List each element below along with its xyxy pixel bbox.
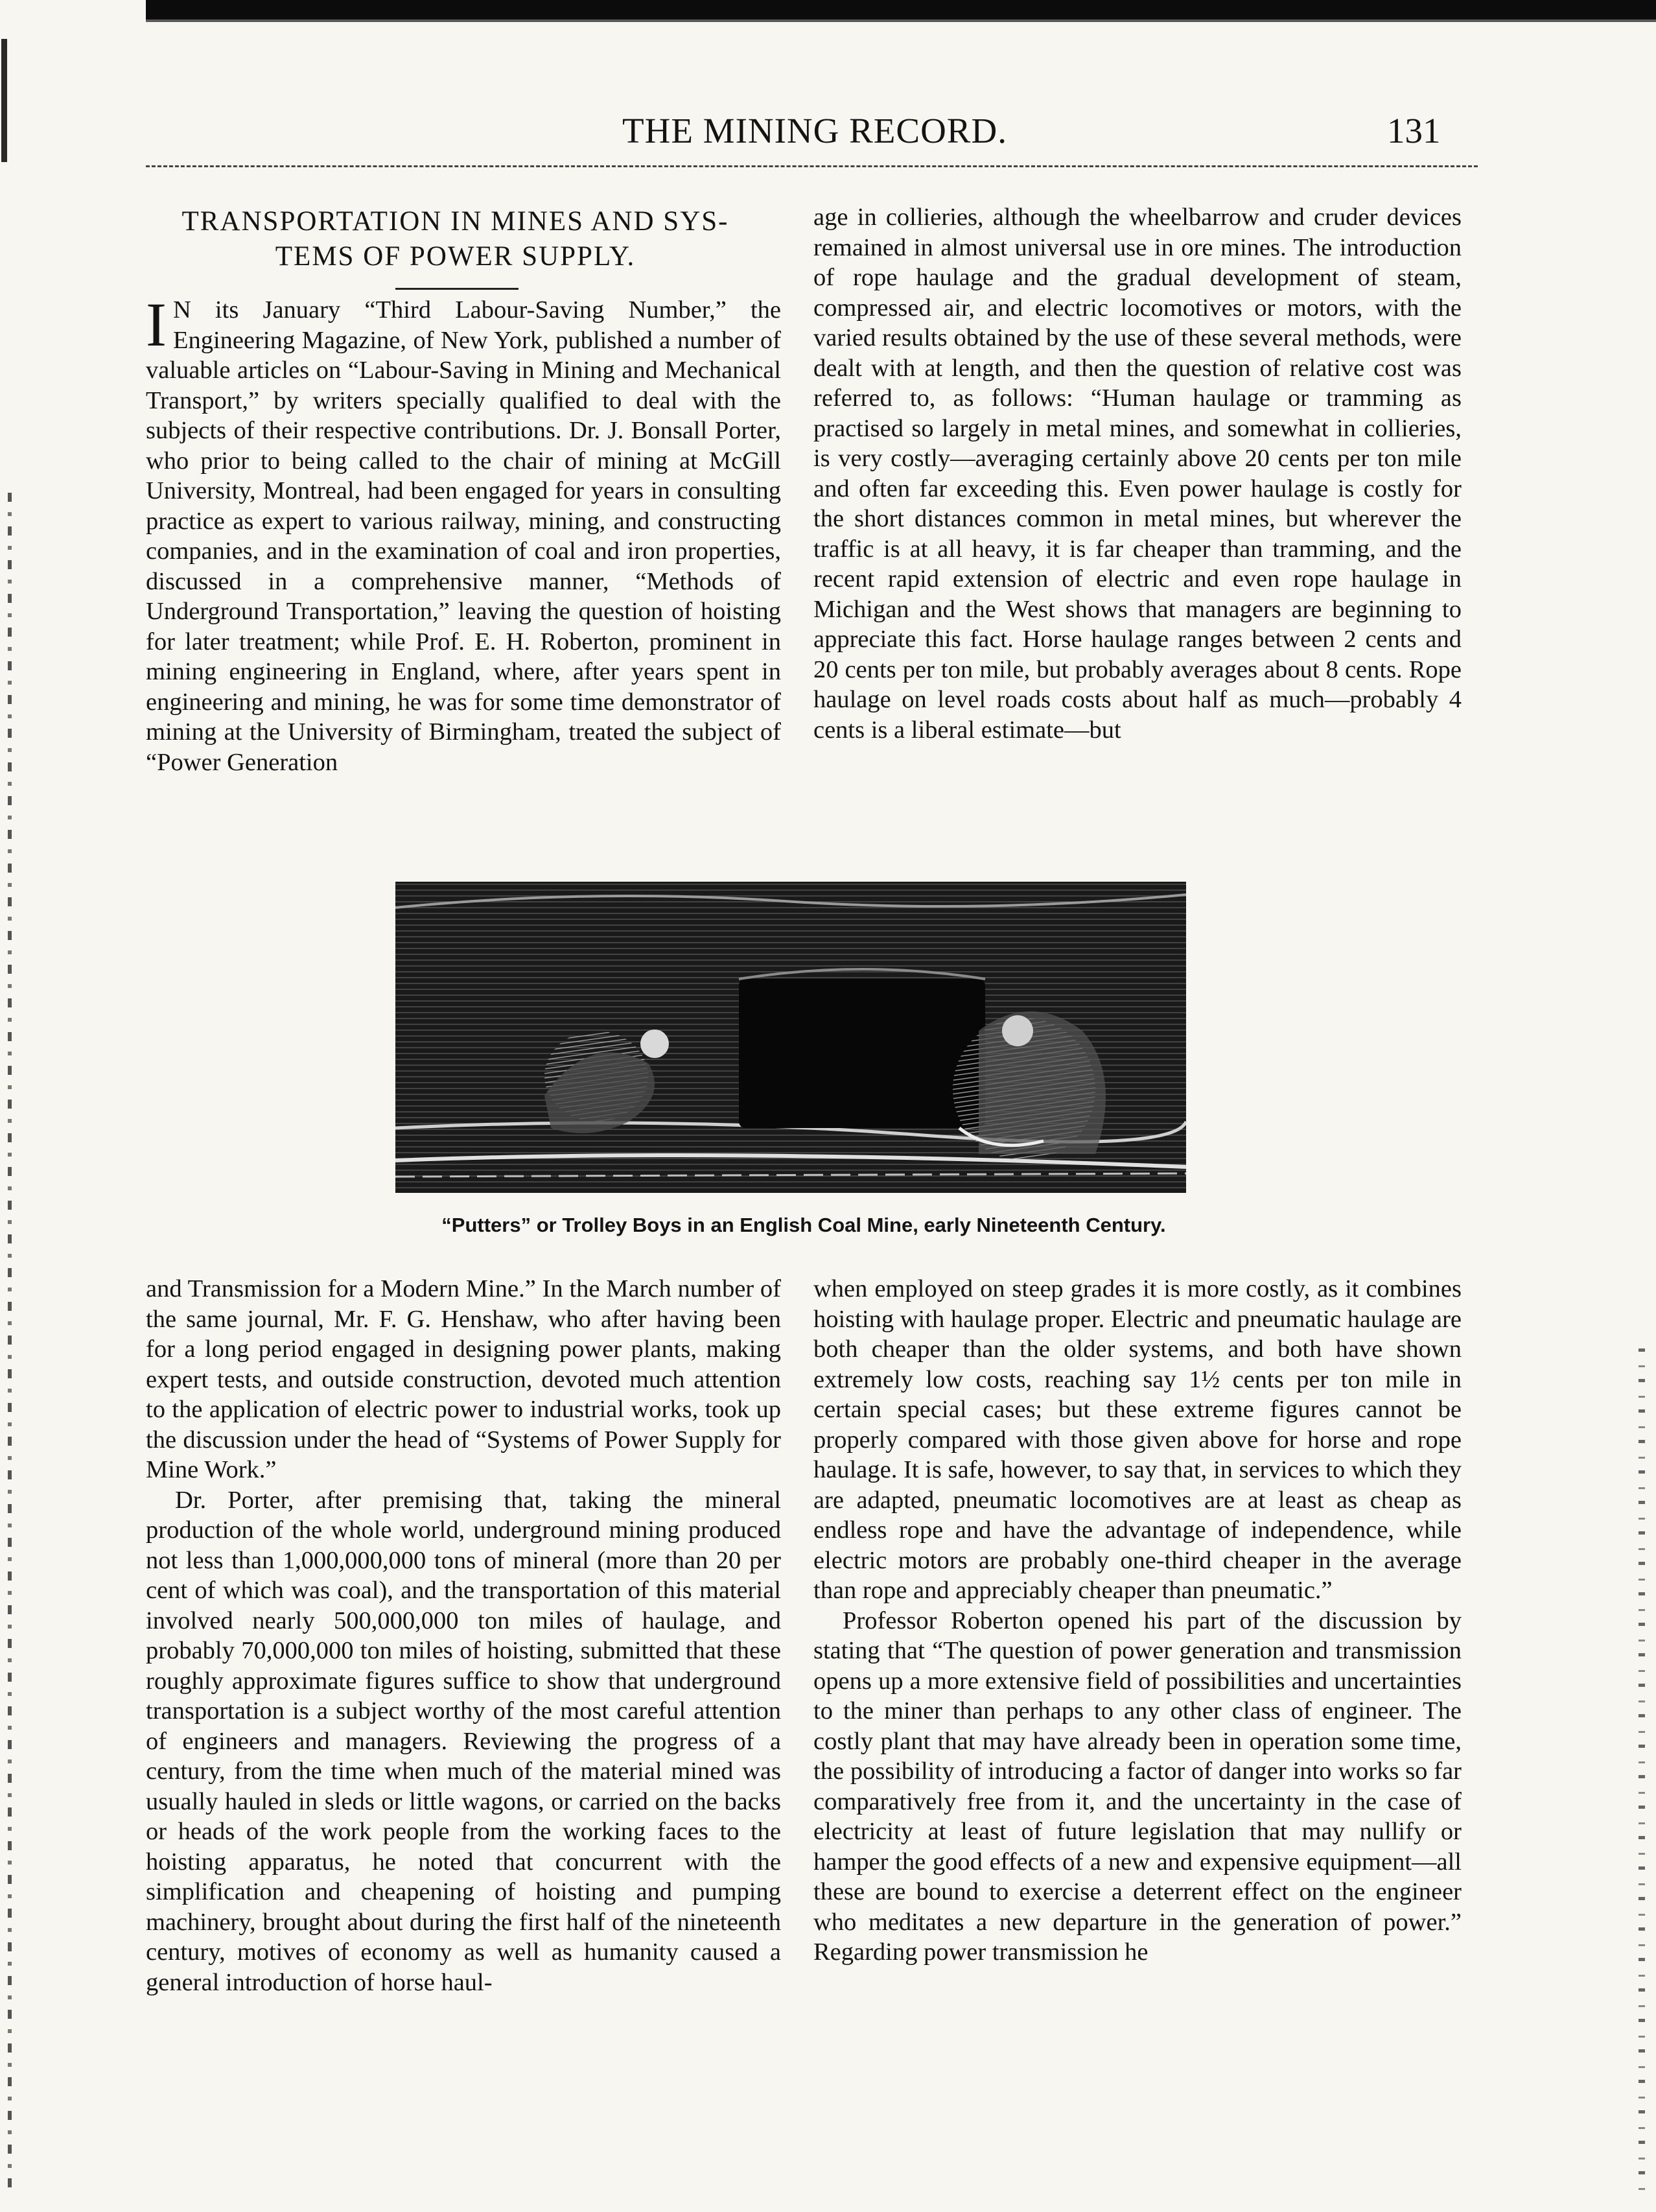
top-scan-edge <box>146 0 1656 19</box>
column-2-bottom-paragraph-2: Professor Roberton opened his part of the discussion by stating that “The question of power generation and transmission opens up a more extensive field of possibilities and uncertainties to the miner than perhaps to any other class of engineer. The costly plant that may have already been in operation some time, the possibility of introducing a factor of danger into works so far comparatively free from it, and the uncertainty in the case of electricity at least of future legislation that may nullify or hamper the good effects of a new and expensive equipment—all these are bound to exercise a deterrent effect on the engineer who meditates a new departure in the generation of power.” Regarding power transmission he <box>813 1606 1462 1966</box>
article-title-line-2: TEMS OF POWER SUPPLY. <box>275 241 636 272</box>
column-2-top <box>813 202 1462 745</box>
running-header-title: THE MINING RECORD. <box>622 111 1007 150</box>
column-1-bottom-paragraph-1: and Transmission for a Modern Mine.” In the March number of the same journal, Mr. F. G. Henshaw, who after having been for a long period engaged in designing power plants, making expert tests, and outside construction, devoted much attention to the application of electric power to industrial works, took up the discussion under the head of “Systems of Power Supply for Mine Work.” <box>146 1275 781 1483</box>
column-2-top-text: age in collieries, although the wheelbarrow and cruder devices remained in almost universal use in ore mines. The introduction of rope haulage and the gradual development of steam, compressed air, and electric locomotives or motors, with the varied results obtained by the use of these several methods, were dealt with at length, and then the question of relative cost was referred to, as follows: “Human haulage or tramming as practised so largely in metal mines, and somewhat in collieries, is very costly—averaging certainly above 20 cents per ton mile and often far exceeding this. Even power haulage is costly for the short distances common in metal mines, but wherever the traffic is at all heavy, it is far cheaper than tramming, and the recent rapid extension of electric and even rope haulage in Michigan and the West shows that managers are beginning to appreciate this fact. Horse haulage ranges between 2 cents and 20 cents per ton mile, but probably averages about 8 cents. Rope haulage on level roads costs about half as much—probably 4 cents is a liberal estimate—but <box>813 204 1462 744</box>
engraving-drawing <box>395 882 1186 1193</box>
column-1-top <box>146 290 781 777</box>
header-rule <box>146 165 1478 167</box>
column-1-bottom <box>146 1274 781 1997</box>
title-rule <box>395 288 519 290</box>
intro-paragraph <box>146 290 781 777</box>
left-margin-scratches <box>8 493 12 2191</box>
intro-text: N its January “Third Labour-Saving Number,” the Engineering Magazine, of New York, published a number of valuable articles on “Labour-Saving in Mining and Mechanical Transport,” by writers specially qualified to deal with the subjects of their respective contributions. Dr. J. Bonsall Porter, who prior to being called to the chair of mining at McGill University, Montreal, had been engaged for years in consulting practice as expert to various railway, mining, and constructing companies, and in the examination of coal and iron properties, discussed in a comprehensive manner, “Methods of Underground Transportation,” leaving the question of hoisting for later treatment; while Prof. E. H. Roberton, prominent in mining engineering in England, where, after years spent in engineering and mining, he was for some time demonstrator of mining at the University of Birmingham, treated the subject of “Power Generation <box>146 296 781 776</box>
left-scan-mark <box>1 39 7 162</box>
column-2-bottom-paragraph-1: when employed on steep grades it is more costly, as it combines hoisting with haulage proper. Electric and pneumatic haulage are both cheaper than the older systems, and both have shown extremely low costs, reaching say 1½ cents per ton mile in certain special cases; but these extreme figures cannot be properly compared with those given above for horse and rope haulage. It is safe, however, to say that, in services to which they are adapted, pneumatic locomotives are at least as cheap as endless rope and have the advantage of independence, while electric motors are probably one-third cheaper in the average than rope and appreciably cheaper than pneumatic.” <box>813 1275 1462 1604</box>
illustration-caption: “Putters” or Trolley Boys in an English Coal Mine, early Nineteenth Century. <box>441 1214 1166 1236</box>
column-2-bottom <box>813 1274 1462 1968</box>
column-1-bottom-paragraph-2: Dr. Porter, after premising that, taking the mineral production of the whole world, underground mining produced not less than 1,000,000,000 tons of mineral (more than 20 per cent of which was coal), and the transportation of this material involved nearly 500,000,000 ton miles of haulage, and probably 70,000,000 ton miles of hoisting, submitted that these roughly approximate figures suffice to show that underground transportation is a subject worthy of the most careful attention of engineers and managers. Reviewing the progress of a century, from the time when much of the material mined was usually hauled in sleds or little wagons, or carried on the backs or heads of the work people from the working faces to the hoisting apparatus, he noted that concurrent with the simplification and cheapening of hoisting and pumping machinery, brought about during the first half of the nineteenth century, motives of economy as well as humanity caused a general introduction of horse haul- <box>146 1486 781 1996</box>
drop-cap: I <box>146 290 167 359</box>
article-title-line-1: TRANSPORTATION IN MINES AND SYS- <box>181 206 729 237</box>
right-margin-scratches <box>1639 1348 1645 2198</box>
page-number: 131 <box>1387 111 1441 150</box>
article-title <box>152 204 758 274</box>
top-scan-edge-thin <box>146 19 1656 22</box>
engraving-illustration <box>395 882 1186 1193</box>
